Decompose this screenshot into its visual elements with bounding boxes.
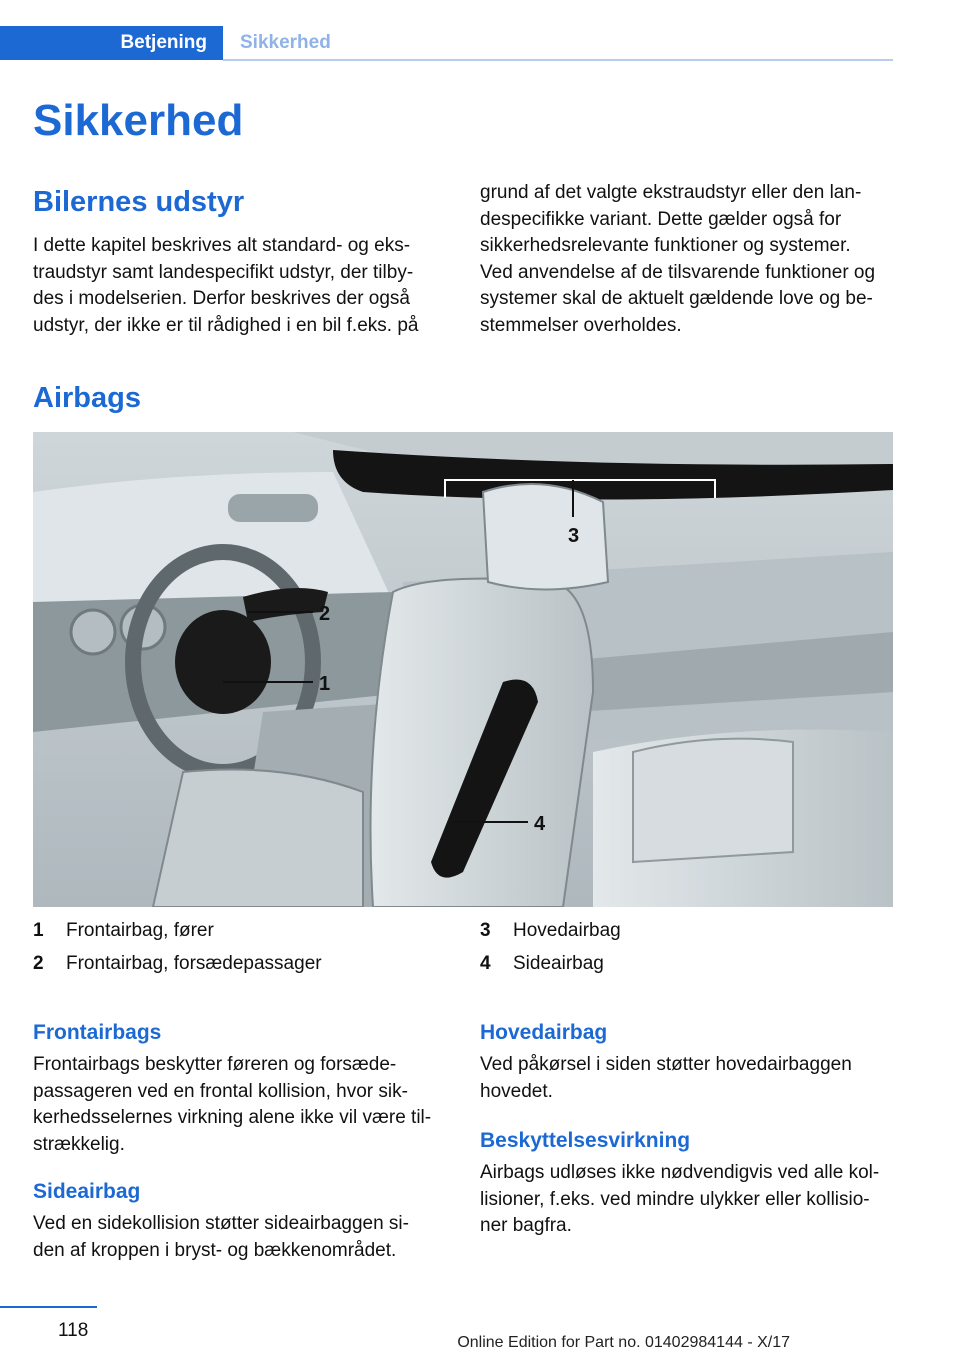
sideairbag-text bbox=[33, 1211, 451, 1264]
text-line: strækkelig. bbox=[33, 1133, 125, 1155]
text-line: lisioner, f.eks. ved mindre ulykker eller kollisio- bbox=[480, 1188, 870, 1210]
text-line: Ved en sidekollision støtter sideairbaggen si- bbox=[33, 1213, 409, 1234]
text-line: despecifikke variant. Dette gælder også for bbox=[480, 208, 842, 230]
subheading-frontairbags: Frontairbags bbox=[33, 1021, 162, 1044]
tab-bar bbox=[0, 26, 893, 62]
legend-label: Frontairbag, forsædepassager bbox=[66, 953, 322, 974]
legend-number: 4 bbox=[480, 953, 491, 974]
text-line: Ved anvendelse af de tilsvarende funktioner og bbox=[480, 261, 876, 283]
tab-underline bbox=[223, 59, 893, 61]
text-line: Frontairbags beskytter føreren og forsæde- bbox=[33, 1054, 397, 1075]
callout-3: 3 bbox=[568, 525, 580, 547]
text-line: hovedet. bbox=[480, 1080, 553, 1102]
page-title: Sikkerhed bbox=[33, 96, 244, 145]
text-line: sikkerhedsrelevante funktioner og systemer. bbox=[480, 235, 851, 256]
section-heading-bilernes-udstyr: Bilernes udstyr bbox=[33, 186, 245, 218]
text-line: Ved påkørsel i siden støtter hovedairbaggen bbox=[480, 1054, 852, 1075]
section-heading-airbags: Airbags bbox=[33, 382, 141, 414]
callout-4: 4 bbox=[534, 813, 546, 835]
frontairbags-text bbox=[33, 1052, 451, 1158]
text-line: I dette kapitel beskrives alt standard- og eks- bbox=[33, 235, 411, 256]
footer-rule bbox=[0, 1306, 97, 1308]
legend-number: 1 bbox=[33, 920, 44, 941]
text-line: udstyr, der ikke er til rådighed i en bil f.eks. på bbox=[33, 314, 419, 336]
callout-2: 2 bbox=[319, 603, 331, 625]
text-line: kerhedsselernes virkning alene ikke vil være til- bbox=[33, 1107, 432, 1128]
text-line: traudstyr samt landespecifikt udstyr, der tilby- bbox=[33, 261, 414, 283]
legend-item bbox=[33, 947, 453, 980]
hovedairbag-text bbox=[480, 1052, 898, 1105]
subheading-hovedairbag: Hovedairbag bbox=[480, 1021, 608, 1044]
legend-item bbox=[480, 914, 900, 947]
beskyttelse-text bbox=[480, 1160, 898, 1240]
legend-item bbox=[33, 914, 453, 947]
legend-left bbox=[33, 914, 453, 980]
text-line: systemer skal de aktuelt gældende love og be- bbox=[480, 288, 873, 309]
text-line: passageren ved en frontal kollision, hvor sik- bbox=[33, 1080, 408, 1102]
text-line: den af kroppen i bryst- og bækkenområdet. bbox=[33, 1239, 397, 1261]
legend-label: Frontairbag, fører bbox=[66, 920, 214, 941]
text-line: Airbags udløses ikke nødvendigvis ved alle kol- bbox=[480, 1162, 880, 1183]
page-number: 118 bbox=[58, 1320, 89, 1341]
subheading-sideairbag: Sideairbag bbox=[33, 1180, 141, 1203]
tab-betjening[interactable]: Betjening bbox=[0, 26, 223, 60]
legend-item bbox=[480, 947, 900, 980]
text-line: stemmelser overholdes. bbox=[480, 314, 682, 336]
legend-number: 3 bbox=[480, 920, 491, 941]
legend-right bbox=[480, 914, 900, 980]
intro-text-right bbox=[480, 180, 898, 339]
text-line: ner bagfra. bbox=[480, 1215, 572, 1236]
intro-text-left bbox=[33, 233, 451, 339]
callout-1: 1 bbox=[319, 673, 331, 695]
tab-sikkerhed[interactable]: Sikkerhed bbox=[240, 32, 331, 53]
legend-number: 2 bbox=[33, 953, 44, 974]
airbag-illustration bbox=[33, 432, 893, 907]
edition-note: Online Edition for Part no. 01402984144 - X/17 bbox=[457, 1334, 790, 1351]
text-line: grund af det valgte ekstraudstyr eller den lan- bbox=[480, 182, 862, 203]
text-line: des i modelserien. Derfor beskrives der også bbox=[33, 288, 411, 309]
subheading-beskyttelsesvirkning: Beskyttelsesvirkning bbox=[480, 1129, 691, 1152]
legend-label: Hovedairbag bbox=[513, 920, 621, 941]
legend-label: Sideairbag bbox=[513, 953, 604, 974]
